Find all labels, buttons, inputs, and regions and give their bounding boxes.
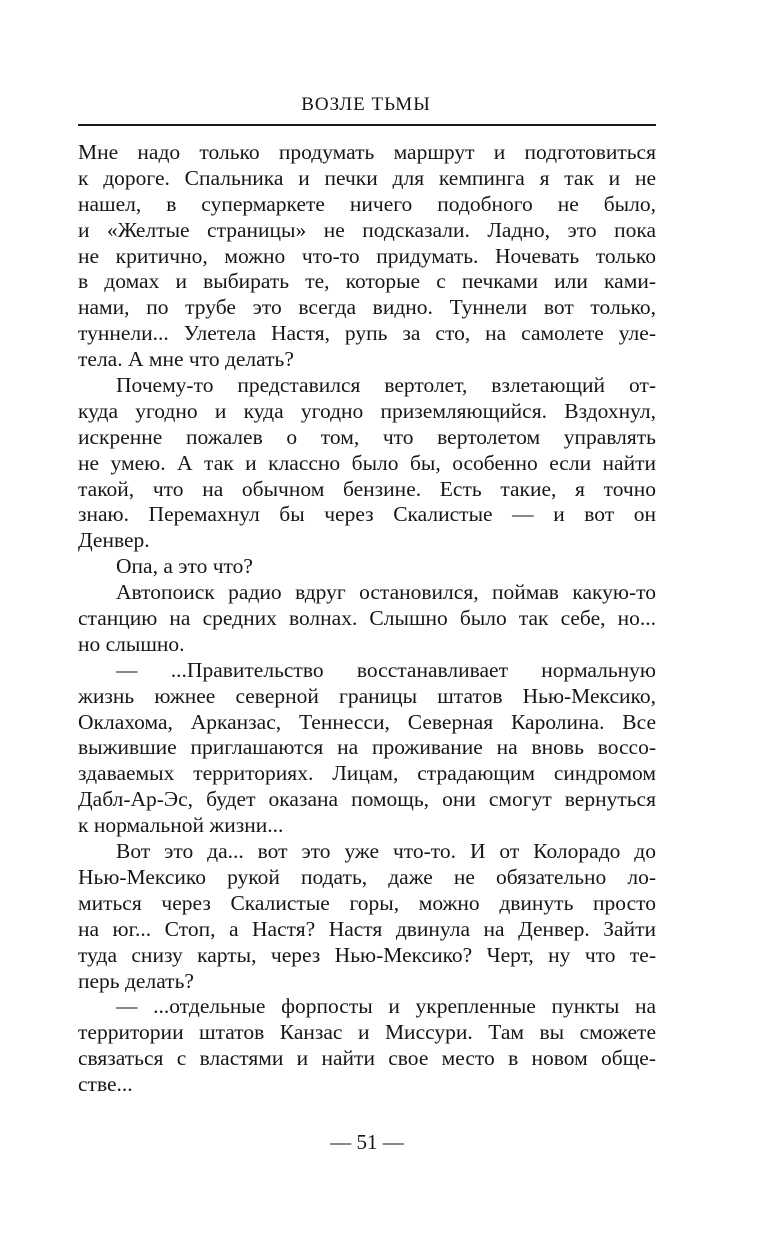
text-line: связаться с властями и найти свое место в новом обще-: [78, 1046, 656, 1071]
text-line: в домах и выбирать те, которые с печками или ками-: [78, 269, 656, 294]
text-line: Опа, а это что?: [116, 554, 253, 579]
text-line: знаю. Перемахнул бы через Скалистые — и вот он: [78, 502, 656, 527]
text-line: миться через Скалистые горы, можно двинуть просто: [78, 890, 656, 915]
text-line: туда снизу карты, через Нью-Мексико? Черт, ну что те-: [78, 942, 656, 967]
text-line: — ...Правительство восстанавливает нормальную: [116, 657, 656, 682]
text-line: такой, что на обычном бензине. Есть такие, я точно: [78, 476, 656, 501]
text-line: станцию на средних волнах. Слышно было так себе, но...: [78, 606, 656, 631]
text-line: туннели... Улетела Настя, рупь за сто, на самолете уле-: [78, 321, 656, 346]
text-line: нашел, в супермаркете ничего подобного не было,: [78, 191, 656, 216]
text-line: искренне пожалев о том, что вертолетом управлять: [78, 424, 656, 449]
text-line: стве...: [78, 1072, 133, 1097]
text-line: Оклахома, Арканзас, Теннесси, Северная Каролина. Все: [78, 709, 656, 734]
text-line: на юг... Стоп, а Настя? Настя двинула на Денвер. Зайти: [78, 916, 656, 941]
text-line: и «Желтые страницы» не подсказали. Ладно, это пока: [78, 217, 656, 242]
running-head: ВОЗЛЕ ТЬМЫ: [301, 94, 431, 115]
text-line: жизнь южнее северной границы штатов Нью-Мексико,: [78, 683, 656, 708]
text-line: не умею. А так и классно было бы, особенно если найти: [78, 450, 656, 475]
text-line: выжившие приглашаются на проживание на вновь воссо-: [78, 735, 656, 760]
text-line: к нормальной жизни...: [78, 813, 284, 838]
body-text: [78, 140, 656, 1098]
text-line: Мне надо только продумать маршрут и подготовиться: [78, 140, 656, 164]
text-line: территории штатов Канзас и Миссури. Там вы сможете: [78, 1020, 656, 1045]
header-rule: [78, 124, 656, 126]
page-number: — 51 —: [330, 1130, 404, 1154]
text-line: перь делать?: [78, 968, 194, 993]
text-line: Денвер.: [78, 528, 150, 553]
text-line: к дороге. Спальника и печки для кемпинга я так и не: [78, 165, 656, 190]
text-line: не критично, можно что-то придумать. Ночевать только: [78, 243, 656, 268]
text-line: тела. А мне что делать?: [78, 347, 294, 372]
text-line: Почему-то представился вертолет, взлетающий от-: [116, 373, 656, 398]
text-line: Вот это да... вот это уже что-то. И от Колорадо до: [116, 839, 656, 864]
text-line: куда угодно и куда угодно приземляющийся. Вздохнул,: [78, 398, 656, 423]
text-line: но слышно.: [78, 631, 185, 656]
text-line: Дабл-Ар-Эс, будет оказана помощь, они смогут вернуться: [78, 787, 656, 812]
text-line: — ...отдельные форпосты и укрепленные пункты на: [116, 994, 656, 1019]
text-line: Автопоиск радио вдруг остановился, поймав какую-то: [116, 580, 656, 605]
text-line: Нью-Мексико рукой подать, даже не обязательно ло-: [78, 864, 656, 889]
text-line: нами, по трубе это всегда видно. Туннели вот только,: [78, 295, 656, 320]
text-line: здаваемых территориях. Лицам, страдающим синдромом: [78, 761, 656, 786]
